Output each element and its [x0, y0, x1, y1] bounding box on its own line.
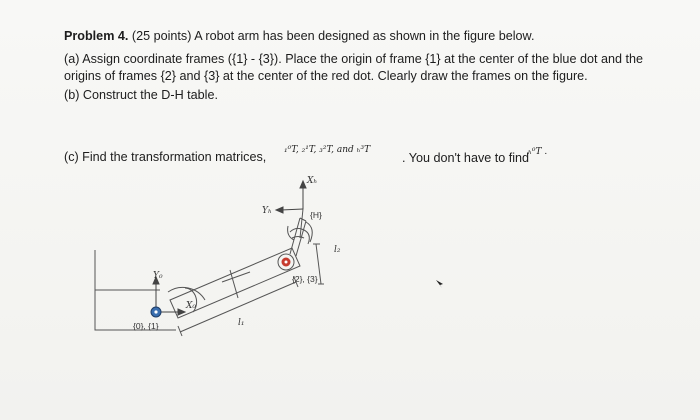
label-h-frame: {H}	[310, 210, 322, 220]
matrix-h0: ₕ⁰T .	[528, 147, 548, 157]
part-a-text: (a) Assign coordinate frames ({1} - {3}). Place the origin of frame {1} at the center of the blue dot and the origins of frames {2} and {3} at the center of the red dot. Clearly draw the frames on the figure.	[64, 52, 643, 83]
label-frames-2-3: {2}, {3}	[292, 274, 318, 284]
label-l2: l₂	[334, 245, 341, 255]
cursor-icon	[436, 280, 443, 288]
label-y0: Y₀	[153, 271, 163, 281]
label-xh: Xₕ	[307, 176, 318, 186]
label-l1: l₁	[238, 318, 245, 328]
problem-title: Problem 4.	[64, 29, 129, 43]
part-c-text: (c) Find the transformation matrices,	[64, 150, 267, 164]
problem-points: (25 points) A robot arm has been designed as shown in the figure below.	[131, 29, 535, 43]
robot-link-2	[290, 209, 324, 284]
label-x0: X₀	[186, 301, 197, 311]
part-b-text: (b) Construct the D-H table.	[64, 88, 218, 102]
label-frames-0-1: {0}, {1}	[133, 321, 159, 331]
label-yh: Yₕ	[262, 206, 272, 216]
transformation-matrices: ₁⁰T, ₂¹T, ₃²T, and ₕ³T	[284, 145, 371, 155]
robot-base	[95, 250, 176, 330]
frame-h-axes	[276, 181, 306, 213]
robot-link-1	[170, 248, 300, 336]
part-c-continuation: . You don't have to find	[402, 151, 530, 165]
